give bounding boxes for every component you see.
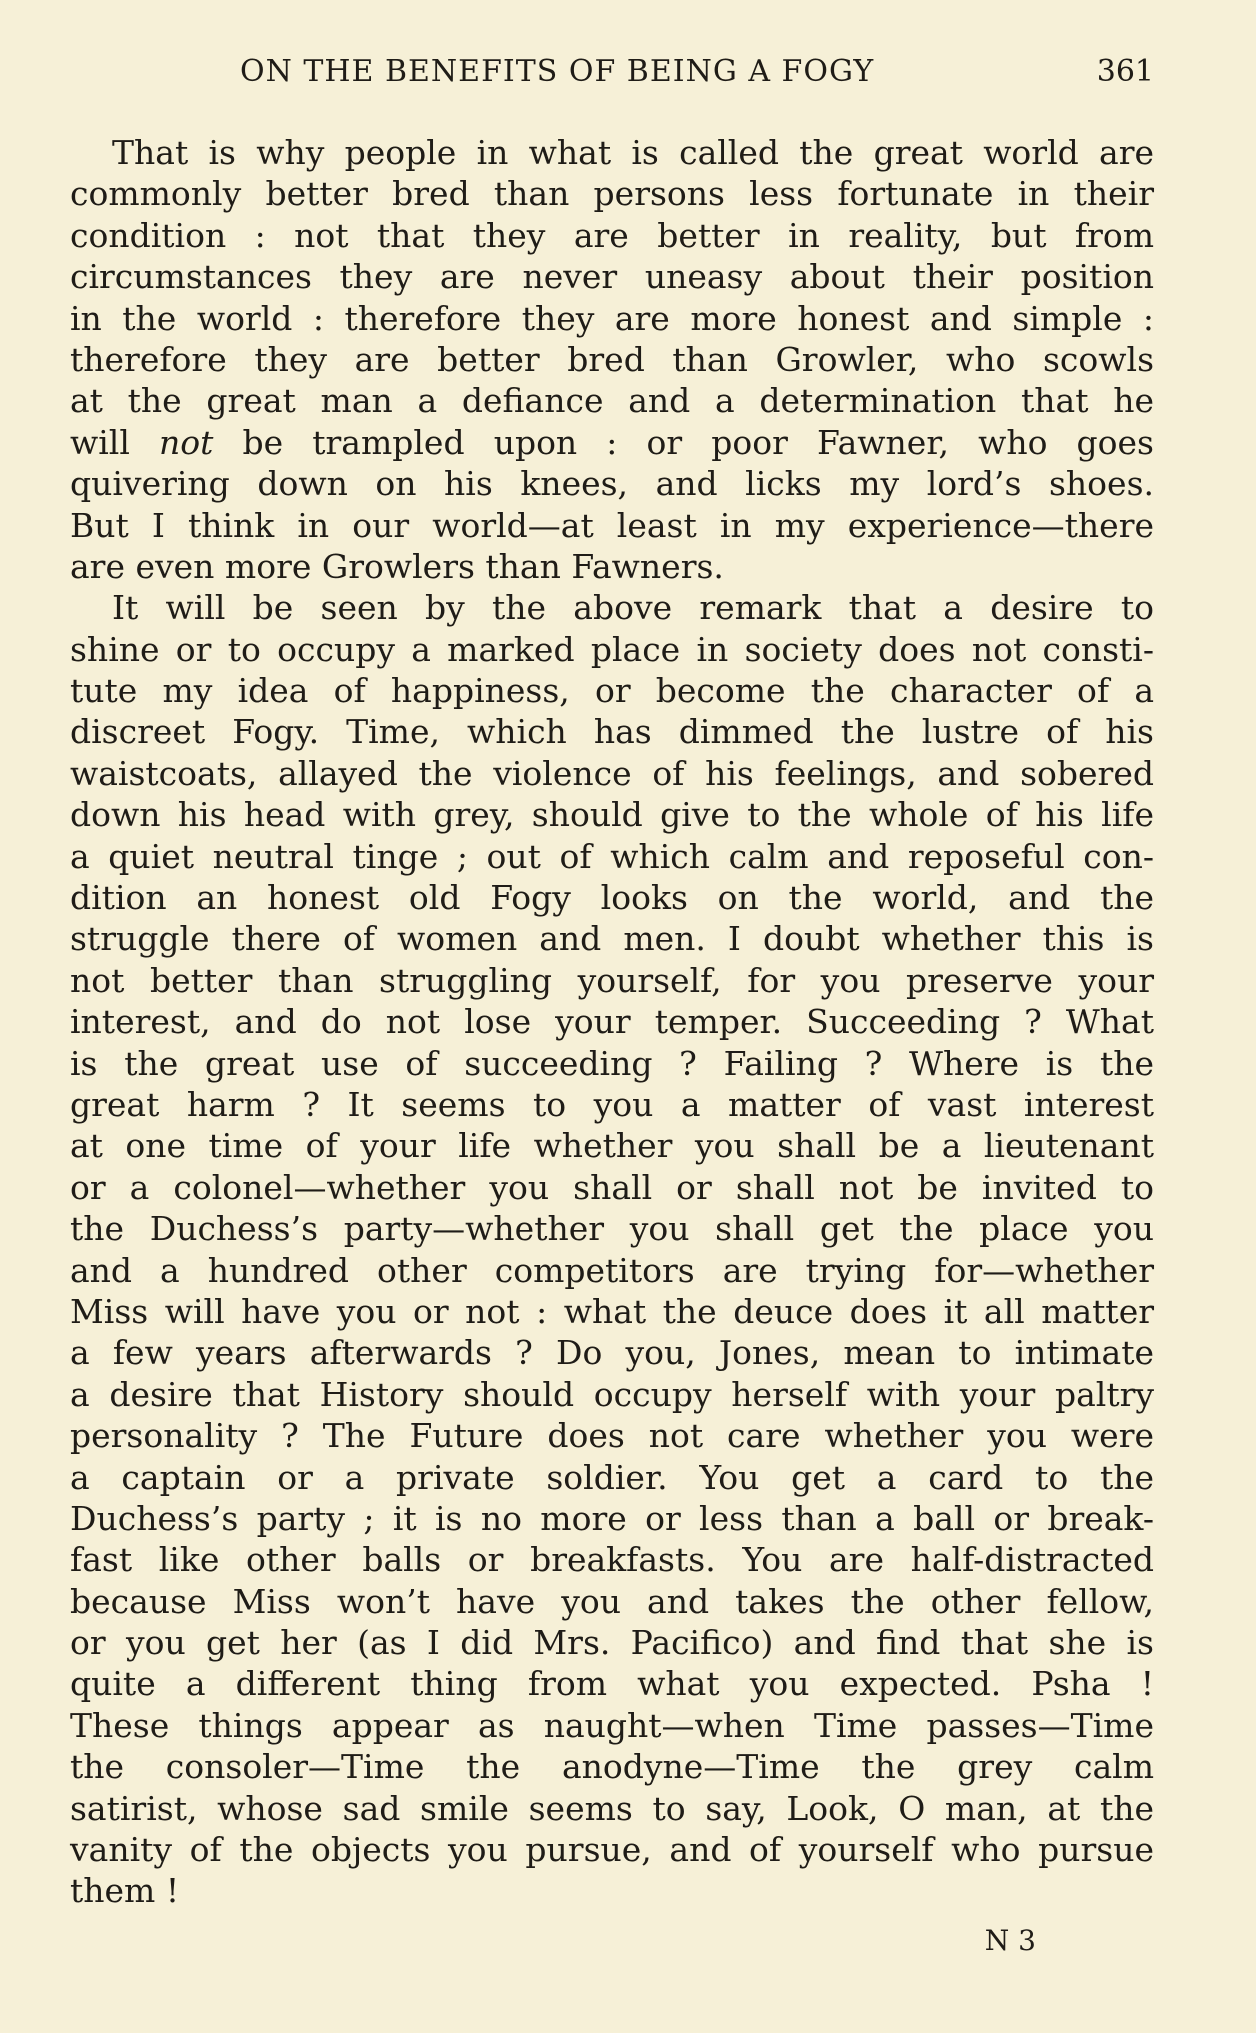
- text-line: a few years afterwards ? Do you, Jones, mean to intimate: [70, 1333, 1154, 1373]
- text-line: at one time of your life whether you shall be a lieutenant: [70, 1126, 1154, 1166]
- text-line: because Miss won’t have you and takes the other fellow,: [70, 1581, 1154, 1621]
- text-line: dition an honest old Fogy looks on the world, and the: [70, 878, 1154, 918]
- text-line: waistcoats, allayed the violence of his feelings, and sobered: [70, 753, 1154, 793]
- text-line: great harm ? It seems to you a matter of vast interest: [70, 1084, 1154, 1124]
- text-line: quite a different thing from what you expected. Psha !: [70, 1664, 1154, 1704]
- body-text: [70, 132, 1154, 1912]
- text-line: shine or to occupy a marked place in society does not consti-: [70, 629, 1154, 669]
- text-line: Duchess’s party ; it is no more or less than a ball or break-: [70, 1498, 1154, 1538]
- text-line: satirist, whose sad smile seems to say, Look, O man, at the: [70, 1788, 1154, 1828]
- italic-word: not: [159, 422, 214, 462]
- text-line: the consoler—Time the anodyne—Time the grey calm: [70, 1747, 1154, 1787]
- text-line: or a colonel—whether you shall or shall not be invited to: [70, 1167, 1154, 1207]
- text-line: the Duchess’s party—whether you shall get the place you: [70, 1209, 1154, 1249]
- text-line: These things appear as naught—when Time passes—Time: [70, 1705, 1154, 1745]
- text-line-with-italic: [70, 422, 1154, 463]
- text-line: That is why people in what is called the great world are: [112, 133, 1154, 172]
- text-fragment: be trampled upon : or poor Fawner, who goes: [213, 422, 1154, 462]
- text-line: Miss will have you or not : what the deuce does it all matter: [70, 1291, 1154, 1331]
- text-line: a quiet neutral tinge ; out of which calm and reposeful con-: [70, 836, 1154, 876]
- signature-mark: N 3: [984, 1924, 1036, 1957]
- text-line: or you get her (as I did Mrs. Pacifico) and find that she is: [70, 1623, 1154, 1663]
- text-line: down his head with grey, should give to the whole of his life: [70, 795, 1154, 835]
- text-line: circumstances they are never uneasy about their position: [70, 257, 1154, 297]
- text-line: in the world : therefore they are more honest and simple :: [70, 298, 1154, 338]
- text-line: discreet Fogy. Time, which has dimmed the lustre of his: [70, 712, 1154, 752]
- text-line: a captain or a private soldier. You get a card to the: [70, 1457, 1154, 1497]
- text-line: fast like other balls or breakfasts. You are half-distracted: [70, 1540, 1154, 1580]
- text-line: vanity of the objects you pursue, and of yourself who pursue: [70, 1830, 1154, 1870]
- text-fragment: will: [70, 422, 160, 462]
- text-line: It will be seen by the above remark that a desire to: [112, 588, 1154, 628]
- text-line: commonly better bred than persons less fortunate in their: [70, 174, 1154, 214]
- text-line: struggle there of women and men. I doubt whether this is: [70, 919, 1154, 959]
- text-line: quivering down on his knees, and licks my lord’s shoes.: [70, 464, 1154, 504]
- text-line: and a hundred other competitors are trying for—whether: [70, 1250, 1154, 1290]
- text-line: condition : not that they are better in reality, but from: [70, 215, 1154, 255]
- text-line: at the great man a defiance and a determination that he: [70, 381, 1154, 421]
- text-line: therefore they are better bred than Growler, who scowls: [70, 339, 1154, 379]
- text-line: are even more Growlers than Fawners.: [70, 546, 724, 586]
- text-line: But I think in our world—at least in my experience—there: [70, 505, 1154, 545]
- text-line: is the great use of succeeding ? Failing ? Where is the: [70, 1043, 1154, 1083]
- text-line: them !: [70, 1871, 180, 1911]
- text-line: personality ? The Future does not care whether you were: [70, 1416, 1154, 1456]
- running-title: ON THE BENEFITS OF BEING A FOGY: [240, 54, 875, 89]
- text-line: interest, and do not lose your temper. Succeeding ? What: [70, 1002, 1154, 1042]
- page-number: 361: [1096, 54, 1154, 89]
- text-line: a desire that History should occupy herself with your paltry: [70, 1374, 1154, 1414]
- text-line: not better than struggling yourself, for you preserve your: [70, 960, 1154, 1000]
- text-line: tute my idea of happiness, or become the character of a: [70, 671, 1154, 711]
